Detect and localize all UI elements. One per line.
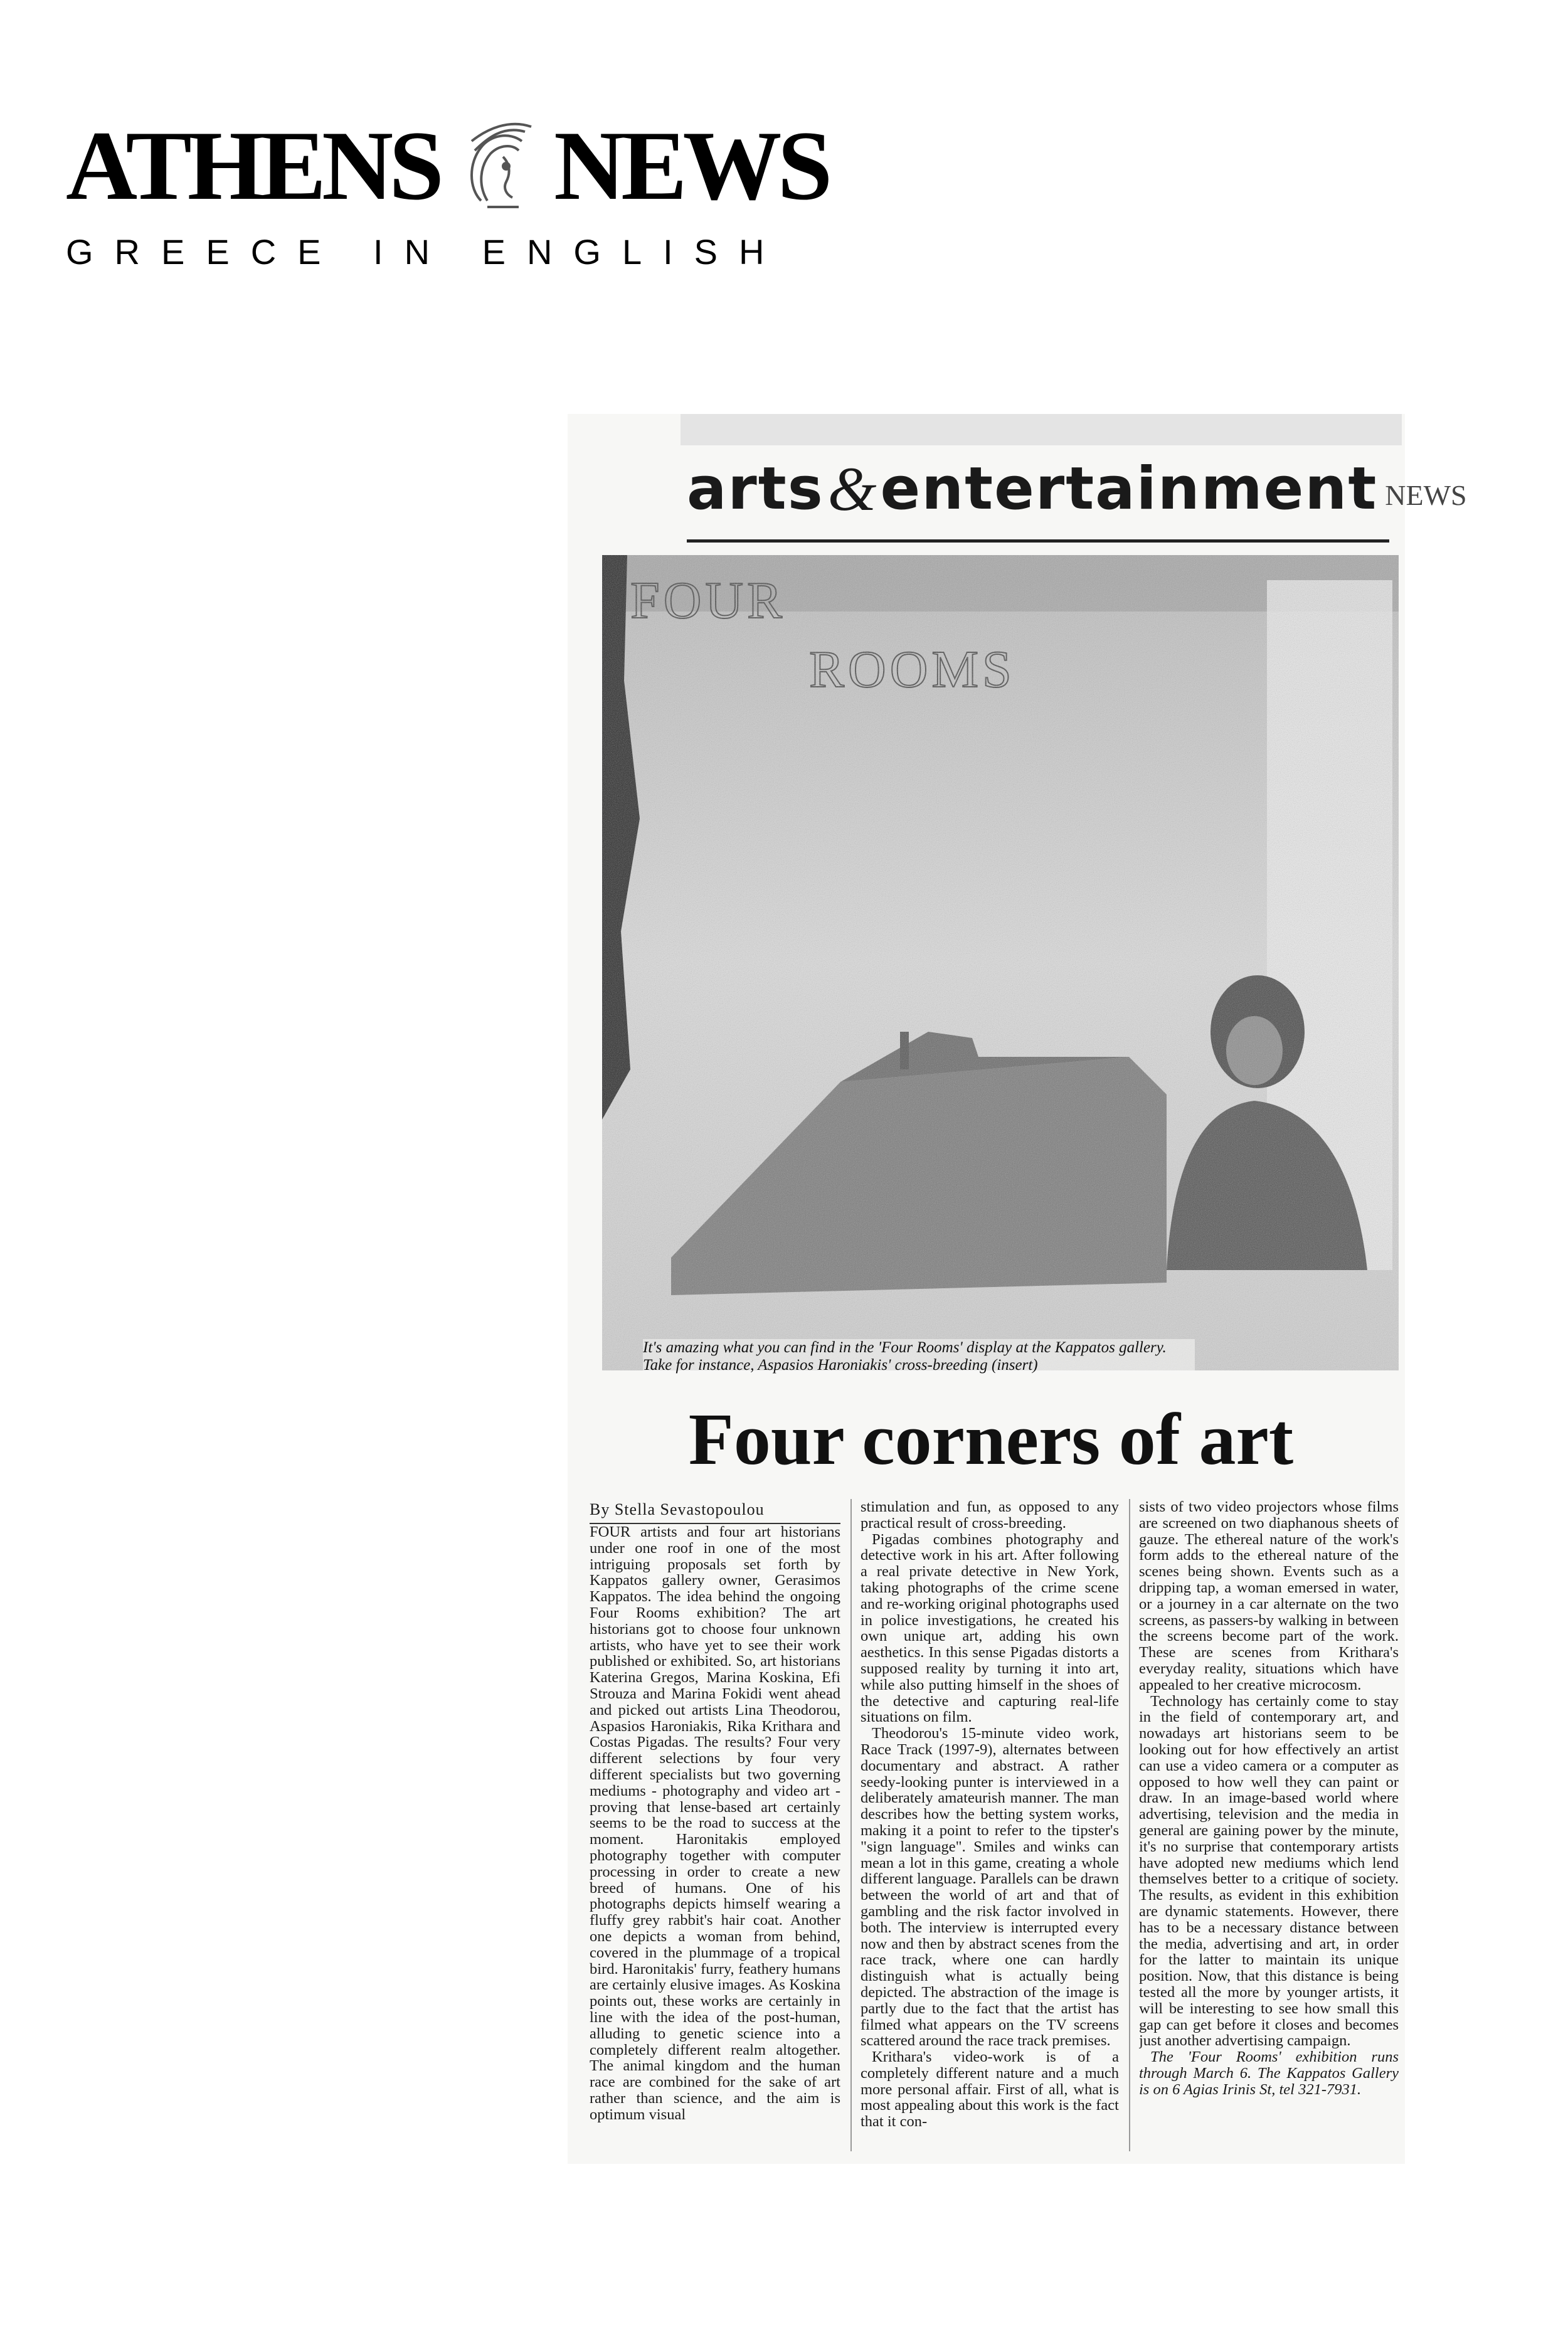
- article-paragraph: Pigadas combines photography and detective work in his art. After following a real private detective in New York, taking photographs of the crime scene and re-working original photographs used in police investigations, he created his own unique art, adding his own aesthetics. In this sense Pigadas distorts a supposed reality by turning it into art, while also putting himself in the shoes of the detective and capturing real-life situations on film.: [861, 1530, 1119, 1726]
- article-paragraph: Krithara's video-work is of a completely different nature and a much more personal affair. First of all, what is most appealing about this work is the fact that it con-: [861, 2048, 1119, 2131]
- masthead-title-left: ATHENS: [66, 111, 440, 221]
- article-photo: [602, 555, 1399, 1370]
- article-paragraph: Theodorou's 15-minute video work, Race Track (1997-9), alternates between documentary and abstract. A rather seedy-looking punter is interviewed in a deliberately amateurish manner. The man describes how the betting system works, making it a point to refer to the tipster's "sign language". Smiles and winks can mean a lot in this game, creating a whole different language. Parallels can be drawn between the world of art and that of gambling and the risk factor involved in both. The interview is interrupted every now and then by abstract scenes from the race track, where one can hardly distinguish what is actually being depicted. The abstraction of the image is partly due to the fact that the artist has filmed what appears on the TV screens scattered around the race track premises.: [861, 1725, 1119, 2050]
- article-column-2: [861, 1499, 1119, 2158]
- column-divider: [1129, 1499, 1130, 2151]
- section-header-news: NEWS: [1385, 479, 1467, 511]
- article-headline: Four corners of art: [688, 1398, 1294, 1480]
- exhibition-note: The 'Four Rooms' exhibition runs through March 6. The Kappatos Gallery is on 6 Agias Irinis St, tel 321-7931.: [1139, 2048, 1399, 2098]
- article-column-1: [590, 1499, 840, 2158]
- column-divider: [850, 1499, 852, 2151]
- masthead-title-right: NEWS: [554, 111, 829, 221]
- section-header-ampersand: &: [827, 454, 877, 524]
- article-paragraph: Technology has certainly come to stay in the field of contemporary art, and nowadays art historians seem to be looking out for how effectively an artist can use a video camera or a computer as opposed to how well they can paint or draw. In an image-based world where advertising, television and the media in general are gaining power by the minute, it's no surprise that contemporary artists have adopted new mediums which lend themselves better to a critique of society. The results, as evident in this exhibition are dynamic statements. However, there has to be a necessary distance between the media, advertising and art, in order for the latter to maintain its unique position. Now, that this distance is being tested all the more by younger artists, it will be interesting to see how small this gap can get before it closes and becomes just another advertising campaign.: [1139, 1692, 1399, 2050]
- newspaper-clipping: [568, 414, 1467, 2164]
- section-header-arts: arts: [687, 455, 824, 523]
- section-rule: [687, 539, 1389, 543]
- clipping-top-band: [681, 414, 1402, 445]
- article-column-3: [1139, 1499, 1399, 2158]
- article-byline: By Stella Sevastopoulou: [590, 1499, 840, 1524]
- photo-caption: It's amazing what you can find in the 'Four Rooms' display at the Kappatos gallery. Take for instance, Aspasios Haroniakis' cross-breeding (insert): [643, 1339, 1195, 1374]
- article-body: [590, 1499, 1399, 2158]
- masthead-subtitle: GREECE IN ENGLISH: [66, 232, 786, 272]
- article-paragraph: sists of two video projectors whose films are screened on two diaphanous sheets of gauze. The ethereal nature of the work's form adds to the ethereal nature of the scenes being shown. Events such as a dripping tap, a woman emersed in water, or a journey in a car alternate on the two screens, as passers-by walking in between the screens become part of the work. These are scenes from Krithara's everyday reality, situations which have appealed to her creative microcosm.: [1139, 1499, 1399, 1693]
- section-header-entertainment: entertainment: [880, 455, 1378, 523]
- section-header: [687, 454, 1467, 524]
- article-paragraph: FOUR artists and four art historians under one roof in one of the most intriguing proposals set forth by Kappatos gallery owner, Gerasimos Kappatos. The idea behind the ongoing Four Rooms exhibition? The art historians got to choose four unknown artists, who have yet to see their work published or exhibited. So, art historians Katerina Gregos, Marina Koskina, Efi Strouza and Marina Fokidi went ahead and picked out artists Lina Theodorou, Aspasios Haroniakis, Rika Krithara and Costas Pigadas. The results? Four very different selections by four very different specialists but two governing mediums - photography and video art - proving that lense-based art certainly seems to be the road to success at the moment. Haronitakis employed photography together with computer processing in order to create a new breed of humans. One of his photographs depicts himself wearing a fluffy grey rabbit's hair coat. Another one depicts a woman from behind, covered in the plummage of a tropical bird. Haronitakis' furry, feathery humans are certainly elusive images. As Koskina points out, these works are certainly in line with the idea of the post-human, alluding to genetic science into a completely different realm altogether. The animal kingdom and the human race are combined for the sake of art rather than science, and the aim is optimum visual: [590, 1523, 840, 2123]
- article-paragraph: stimulation and fun, as opposed to any practical result of cross-breeding.: [861, 1499, 1119, 1532]
- masthead-title: [66, 111, 829, 221]
- masthead: [66, 111, 829, 276]
- athena-head-icon: [443, 113, 550, 220]
